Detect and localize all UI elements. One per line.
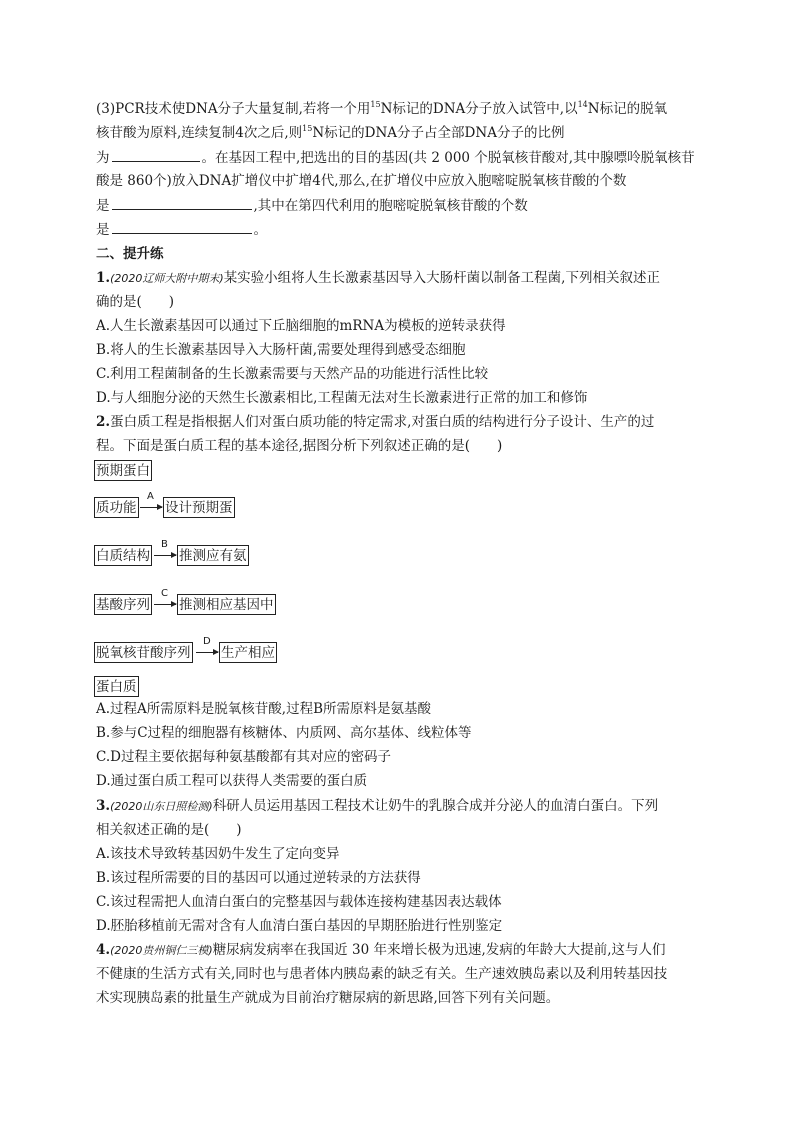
q4-source: (2020贵州铜仁三模) — [110, 944, 213, 957]
q1-stem-1: 1.(2020辽师大附中期末)某实验小组将人生长激素基因导入大肠杆菌以制备工程菌,下列相关叙述正 — [96, 270, 660, 286]
q2-stem-2: 程。下面是蛋白质工程的基本途径,据图分析下列叙述正确的是( ) — [96, 438, 503, 454]
q3-line-2: 核苷酸为原料,连续复制4次之后,则$^{15}$N标记的DNA分子占全部DNA分子的比例 — [96, 124, 565, 141]
q3b-source: (2020山东日照检测) — [110, 800, 213, 813]
isotope-15: 15 — [370, 100, 381, 109]
q1-option-b: B.将人的生长激素基因导入大肠杆菌,需要处理得到感受态细胞 — [96, 342, 466, 358]
diagram-row3-left: 基酸序列 — [94, 594, 152, 615]
arrow-b-label: B — [161, 539, 168, 550]
answer-blank-1[interactable] — [112, 148, 200, 162]
q2-option-c: C.D过程主要依据每种氨基酸都有其对应的密码子 — [96, 749, 391, 765]
q3b-option-b: B.该过程所需要的目的基因可以通过逆转录的方法获得 — [96, 870, 421, 886]
q1-option-a: A.人生长激素基因可以通过下丘脑细胞的mRNA为模板的逆转录获得 — [96, 318, 506, 334]
q3-line-4: 酸是 860个)放入DNA扩增仪中扩增4代,那么,在扩增仪中应放入胞嘧啶脱氧核苷酸的个数 — [96, 173, 627, 189]
arrow-a-label: A — [147, 491, 154, 502]
q1-number: 1 — [96, 270, 106, 286]
arrow-d-icon — [196, 652, 218, 653]
diagram-row4-right: 生产相应 — [219, 642, 277, 663]
q3-line-6: 是 。 — [96, 222, 267, 238]
q4-number: 4 — [96, 942, 106, 958]
q4-stem-2: 不健康的生活方式有关,同时也与患者体内胰岛素的缺乏有关。生产速效胰岛素以及利用转基因技 — [96, 966, 668, 982]
diagram-row1-right: 设计预期蛋 — [163, 497, 235, 518]
q3-line-3: 为 。在基因工程中,把选出的目的基因(共 2 000 个脱氧核苷酸对,其中腺嘌呤脱氧核苷 — [96, 150, 695, 166]
q1-option-d: D.与人细胞分泌的天然生长激素相比,工程菌无法对生长激素进行正常的加工和修饰 — [96, 390, 588, 406]
q4-stem-1: 4.(2020贵州铜仁三模)糖尿病发病率在我国近 30 年来增长极为迅速,发病的年龄大大提前,这与人们 — [96, 942, 666, 958]
q3b-option-c: C.该过程需把人血清白蛋白的完整基因与载体连接构建基因表达载体 — [96, 894, 502, 910]
q2-number: 2 — [96, 414, 106, 430]
answer-blank-3[interactable] — [112, 220, 252, 234]
q1-stem-2: 确的是( ) — [96, 294, 175, 310]
q1-option-c: C.利用工程菌制备的生长激素需要与天然产品的功能进行活性比较 — [96, 366, 489, 382]
diagram-top-label: 预期蛋白 — [94, 460, 152, 481]
q2-option-a: A.过程A所需原料是脱氧核苷酸,过程B所需原料是氨基酸 — [96, 701, 432, 717]
arrow-b-icon — [154, 555, 176, 556]
diagram-row3-right: 推测相应基因中 — [177, 594, 276, 615]
q3-line-5: 是 ,其中在第四代利用的胞嘧啶脱氧核苷酸的个数 — [96, 198, 528, 214]
q4-stem-3: 术实现胰岛素的批量生产就成为目前治疗糖尿病的新思路,回答下列有关问题。 — [96, 990, 560, 1006]
q2-option-b: B.参与C过程的细胞器有核糖体、内质网、高尔基体、线粒体等 — [96, 725, 472, 741]
q3-line-1: (3)PCR技术使DNA分子大量复制,若将一个用$^{15}$N标记的DNA分子放入试管中,以$^{14}$N标记的脱氧 — [96, 100, 668, 117]
q3b-number: 3 — [96, 798, 106, 814]
diagram-row4-left: 脱氧核苷酸序列 — [94, 642, 193, 663]
arrow-c-icon — [154, 604, 176, 605]
q3b-stem-2: 相关叙述正确的是( ) — [96, 822, 242, 838]
q3b-option-d: D.胚胎移植前无需对含有人血清白蛋白基因的早期胚胎进行性别鉴定 — [96, 918, 503, 934]
diagram-row2-right: 推测应有氨 — [177, 545, 249, 566]
q2-stem-1: 2.蛋白质工程是指根据人们对蛋白质功能的特定需求,对蛋白质的结构进行分子设计、生产的过 — [96, 414, 655, 430]
q2-option-d: D.通过蛋白质工程可以获得人类需要的蛋白质 — [96, 773, 368, 789]
isotope-14: 14 — [577, 100, 588, 109]
q3b-option-a: A.该技术导致转基因奶牛发生了定向变异 — [96, 846, 340, 862]
isotope-15b: 15 — [302, 124, 313, 133]
arrow-c-label: C — [161, 588, 168, 599]
answer-blank-2[interactable] — [112, 196, 252, 210]
diagram-row2-left: 白质结构 — [94, 545, 152, 566]
arrow-d-label: D — [203, 636, 211, 647]
q1-source: (2020辽师大附中期末) — [110, 272, 224, 285]
q3b-stem-1: 3.(2020山东日照检测)科研人员运用基因工程技术让奶牛的乳腺合成并分泌人的血清白蛋白。下列 — [96, 798, 659, 814]
diagram-row1-left: 质功能 — [94, 497, 139, 518]
diagram-bottom-label: 蛋白质 — [94, 676, 139, 697]
arrow-a-icon — [140, 507, 162, 508]
section-title: 二、提升练 — [96, 246, 164, 262]
